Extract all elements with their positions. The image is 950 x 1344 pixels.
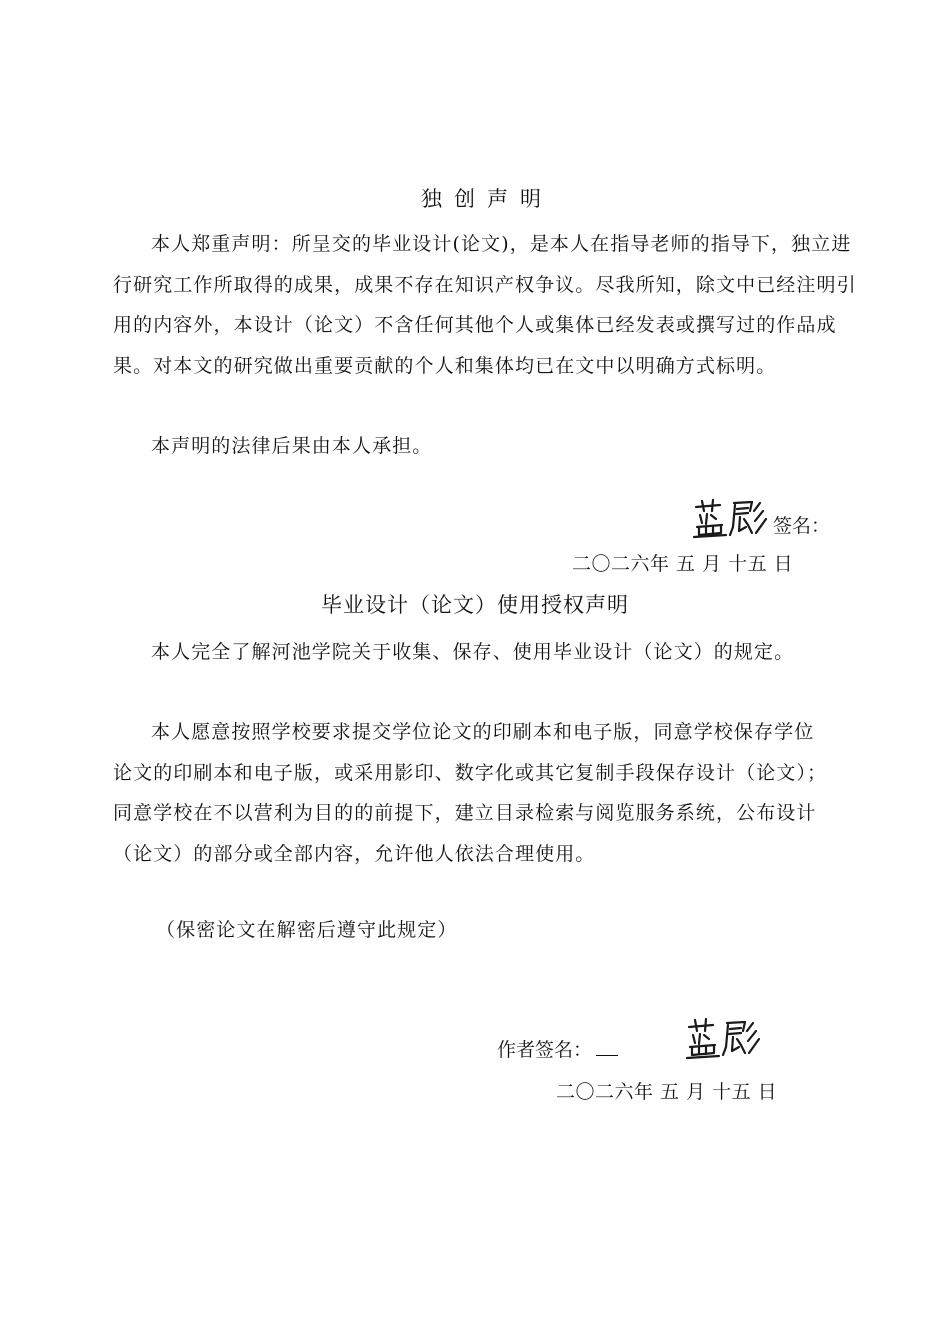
author-signature-label: 作者签名： bbox=[497, 1039, 593, 1061]
author-signature-row bbox=[497, 1035, 618, 1062]
authorization-date: 二〇二六年 五 月 十五 日 bbox=[556, 1081, 778, 1103]
signature-label: 签名： bbox=[773, 515, 831, 537]
authorization-title: 毕业设计（论文）使用授权声明 bbox=[321, 593, 629, 617]
confidential-note: （保密论文在解密后遵守此规定） bbox=[156, 919, 458, 941]
declaration-paragraph-1: 本人郑重声明：所呈交的毕业设计(论文)，是本人在指导老师的指导下，独立进行研究工作所取得的成果，成果不存在知识产权争议。尽我所知，除文中已经注明引用的内容外，本设计（论文）不含任何其他个人或集体已经发表或撰写过的作品成果。对本文的研究做出重要贡献的个人和集体均已在文中以明确方式标明。 bbox=[113, 233, 857, 377]
declaration-title: 独创声明 bbox=[421, 187, 553, 211]
handwritten-signature bbox=[690, 497, 770, 541]
declaration-paragraph-2: 本声明的法律后果由本人承担。 bbox=[151, 435, 433, 457]
author-handwritten-signature bbox=[683, 1015, 763, 1063]
authorization-paragraph-2: 本人愿意按照学校要求提交学位论文的印刷本和电子版，同意学校保存学位论文的印刷本和电子版，或采用影印、数字化或其它复制手段保存设计（论文）；同意学校在不以营利为目的的前提下，建立目录检索与阅览服务系统，公布设计（论文）的部分或全部内容，允许他人依法合理使用。 bbox=[113, 721, 828, 865]
signature-underline bbox=[596, 1039, 618, 1056]
authorization-paragraph-1: 本人完全了解河池学院关于收集、保存、使用毕业设计（论文）的规定。 bbox=[151, 641, 795, 663]
declaration-date: 二〇二六年 五 月 十五 日 bbox=[572, 553, 794, 575]
